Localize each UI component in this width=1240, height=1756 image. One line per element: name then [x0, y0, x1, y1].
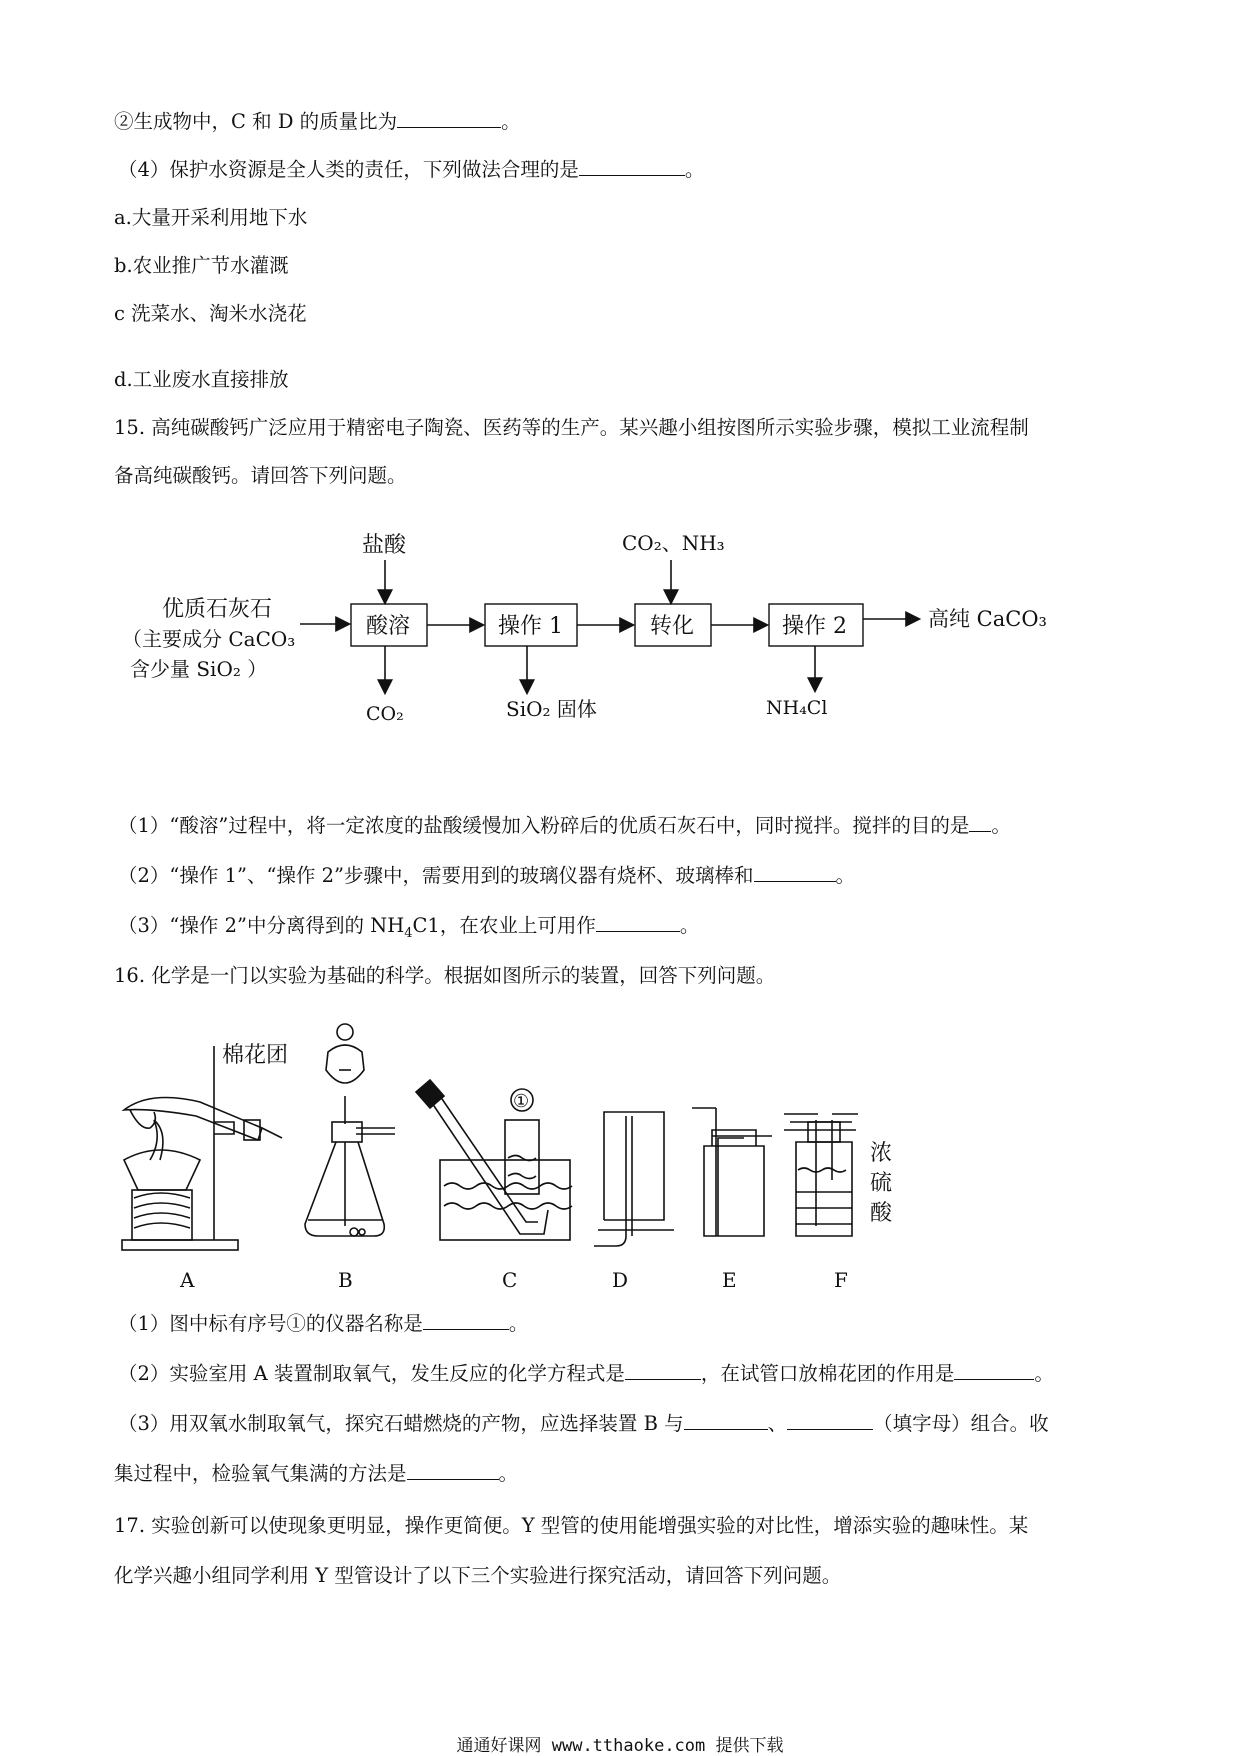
answer-blank[interactable]: [625, 1361, 701, 1380]
label-c: C: [502, 1268, 518, 1292]
conc-sulfuric-label-1: 浓: [870, 1141, 893, 1166]
q16-sub3-cont: （填字母）组合。收: [873, 1412, 1049, 1435]
box-conversion: 转化: [650, 614, 695, 639]
instrument-1-label: ①: [513, 1091, 530, 1112]
q15-line2: 备高纯碳酸钙。请回答下列问题。: [114, 464, 407, 487]
answer-blank[interactable]: [787, 1411, 873, 1430]
q16-sub3: （3）用双氧水制取氧气，探究石蜡燃烧的产物，应选择装置 B 与: [118, 1412, 684, 1435]
box-acid-dissolve: 酸溶: [366, 614, 411, 639]
punct: 。: [835, 864, 856, 887]
q15-sub1: （1）“酸溶”过程中，将一定浓度的盐酸缓慢加入粉碎后的优质石灰石中，同时搅拌。搅拌的目的是: [118, 814, 970, 837]
q14-part4: （4）保护水资源是全人类的责任，下列做法合理的是: [118, 158, 579, 181]
label-a: A: [180, 1268, 195, 1292]
text-line: [114, 1460, 518, 1488]
answer-blank[interactable]: [684, 1411, 768, 1430]
text-line: [118, 912, 699, 948]
text-line: [114, 108, 521, 136]
text-line: [118, 812, 1011, 840]
option-a: a.大量开采利用地下水: [114, 206, 308, 229]
output-nh4cl: NH₄Cl: [766, 697, 828, 719]
q14-sub2: ②生成物中，C 和 D 的质量比为: [114, 110, 398, 133]
option-c: c 洗菜水、淘米水浇花: [114, 302, 307, 325]
input-co2-nh3: CO₂、NH₃: [622, 531, 725, 555]
q15-sub3-cont: C1，在农业上可用作: [412, 914, 596, 937]
output-sio2-solid: SiO₂ 固体: [506, 697, 597, 721]
answer-blank[interactable]: [954, 1361, 1034, 1380]
page-footer[interactable]: 通通好课网 www.tthaoke.com 提供下载: [456, 1736, 784, 1756]
answer-blank[interactable]: [579, 157, 685, 176]
answer-blank[interactable]: [407, 1461, 499, 1480]
answer-blank[interactable]: [596, 913, 680, 932]
answer-blank[interactable]: [423, 1311, 509, 1330]
punct: 。: [679, 914, 700, 937]
answer-blank[interactable]: [969, 813, 991, 832]
q16-sub2: （2）实验室用 A 装置制取氧气，发生反应的化学方程式是: [118, 1362, 625, 1385]
option-b: b.农业推广节水灌溉: [114, 254, 289, 277]
lab-apparatus-diagram: [0, 1010, 1240, 1300]
q17-line1: 17. 实验创新可以使现象更明显，操作更简便。Y 型管的使用能增强实验的对比性，增添实验的趣味性。某: [114, 1514, 1029, 1537]
q15-line1: 15. 高纯碳酸钙广泛应用于精密电子陶瓷、医药等的生产。某兴趣小组按图所示实验步骤，模拟工业流程制: [114, 416, 1029, 439]
raw-material-line3: 含少量 SiO₂ ）: [130, 657, 268, 681]
raw-material-line2: （主要成分 CaCO₃: [122, 627, 296, 651]
subscript: 4: [404, 925, 413, 941]
cotton-label: 棉花团: [222, 1043, 289, 1068]
punct: 。: [508, 1312, 529, 1335]
q16-sub3-line2: 集过程中，检验氧气集满的方法是: [114, 1462, 407, 1485]
label-f: F: [834, 1268, 848, 1292]
product-caco3: 高纯 CaCO₃: [928, 607, 1047, 631]
q16-stem: 16. 化学是一门以实验为基础的科学。根据如图所示的装置，回答下列问题。: [114, 964, 776, 987]
punct: 。: [1034, 1362, 1054, 1385]
output-co2: CO₂: [366, 703, 404, 725]
text-line: [118, 862, 855, 890]
text-line: [118, 1310, 528, 1338]
punct: 。: [498, 1462, 519, 1485]
process-flow-diagram: [0, 520, 1240, 740]
punct: 。: [501, 110, 521, 133]
label-b: B: [338, 1268, 353, 1292]
q15-sub3: （3）“操作 2”中分离得到的 NH: [118, 914, 405, 937]
label-d: D: [612, 1268, 629, 1292]
conc-sulfuric-label-2: 硫: [870, 1171, 893, 1196]
q16-sub1: （1）图中标有序号①的仪器名称是: [118, 1312, 423, 1335]
input-hydrochloric-acid: 盐酸: [362, 533, 407, 558]
q17-line2: 化学兴趣小组同学利用 Y 型管设计了以下三个实验进行探究活动，请回答下列问题。: [114, 1564, 842, 1587]
box-operation-2: 操作 2: [782, 614, 847, 639]
answer-blank[interactable]: [754, 863, 836, 882]
text-line: [118, 1360, 1054, 1388]
q16-sub2-cont: ，在试管口放棉花团的作用是: [700, 1362, 955, 1385]
punct: 。: [991, 814, 1011, 837]
text-line: [118, 156, 704, 184]
punct: 、: [767, 1412, 788, 1435]
conc-sulfuric-label-3: 酸: [870, 1201, 893, 1226]
punct: 。: [684, 158, 705, 181]
box-operation-1: 操作 1: [498, 614, 563, 639]
text-line: [118, 1410, 1049, 1438]
option-d: d.工业废水直接排放: [114, 368, 289, 391]
answer-blank[interactable]: [397, 109, 501, 128]
label-e: E: [722, 1268, 737, 1292]
raw-material-line1: 优质石灰石: [162, 597, 273, 622]
q15-sub2: （2）“操作 1”、“操作 2”步骤中，需要用到的玻璃仪器有烧杯、玻璃棒和: [118, 864, 754, 887]
